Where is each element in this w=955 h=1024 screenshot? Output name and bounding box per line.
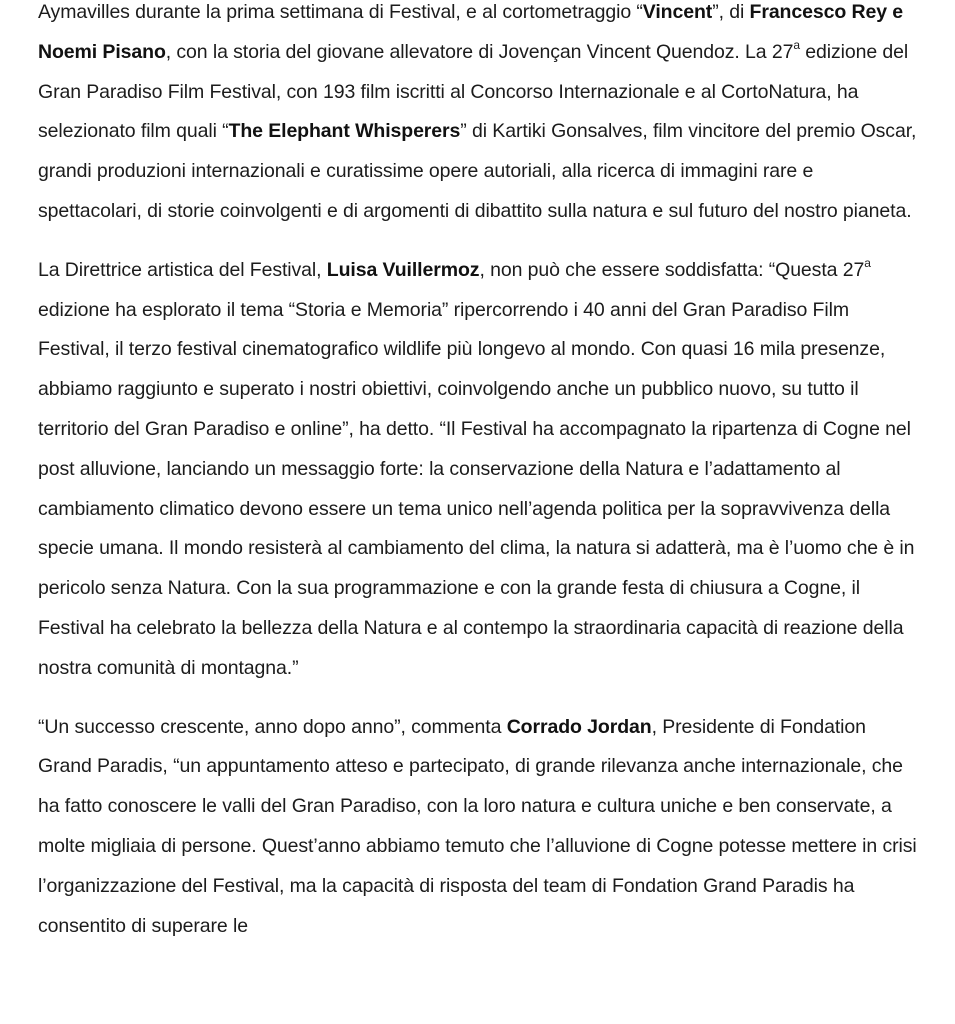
paragraph-festival-films — [38, 0, 918, 232]
text-segment: edizione ha esplorato il tema “Storia e Memoria” ripercorrendo i 40 anni del Gran Paradiso Film Festival, il terzo festival cinematografico wildlife più longevo al mondo. Con quasi 16 mila presenze, abbiamo raggiunto e superato i nostri obiettivi, coinvolgendo anche un pubblico nuovo, su tutto il territorio del Gran Paradiso e online”, ha detto. “Il Festival ha accompagnato la ripartenza di Cogne nel post alluvione, lanciando un messaggio forte: la conservazione della Natura e l’adattamento al cambiamento climatico devono essere un tema unico nell’agenda politica per la sopravvivenza della specie umana. Il mondo resisterà al cambiamento del clima, la natura si adatterà, ma è l’uomo che è in pericolo senza Natura. Con la sua programmazione e con la grande festa di chiusura a Cogne, il Festival ha celebrato la bellezza della Natura e al contempo la straordinaria capacità di reazione della nostra comunità di montagna.” — [38, 298, 915, 679]
text-segment: , con la storia del giovane allevatore di Jovençan Vincent Quendoz. La 27 — [165, 40, 794, 63]
ordinal-superscript: a — [864, 256, 871, 271]
text-segment: “Un successo crescente, anno dopo anno”, commenta — [38, 715, 507, 738]
film-title-elephant-whisperers: The Elephant Whisperers — [228, 120, 461, 143]
person-name-vuillermoz: Luisa Vuillermoz — [326, 258, 480, 281]
paragraph-president-quote — [38, 708, 918, 947]
text-segment: edizione del Gran Paradiso Film Festival, con 193 film iscritti al Concorso Internazionale e al CortoNatura, ha selezionato film quali “ — [38, 40, 909, 143]
ordinal-superscript: a — [793, 38, 800, 53]
person-name-jordan: Corrado Jordan — [506, 715, 652, 738]
text-segment: ”, di — [712, 1, 750, 23]
paragraph-director-quote — [38, 251, 918, 689]
article-body — [38, 0, 918, 965]
text-segment: La Direttrice artistica del Festival, — [38, 258, 327, 281]
film-title-vincent: Vincent — [642, 1, 713, 23]
text-segment: Aymavilles durante la prima settimana di Festival, e al cortometraggio “ — [38, 1, 643, 23]
directors-names: Francesco Rey e Noemi Pisano — [38, 1, 904, 63]
text-segment: , non può che essere soddisfatta: “Questa 27 — [479, 258, 865, 281]
text-segment: , Presidente di Fondation Grand Paradis, “un appuntamento atteso e partecipato, di grande rilevanza anche internazionale, che ha fatto conoscere le valli del Gran Paradiso, con la loro natura e cultura uniche e ben conservate, a molte migliaia di persone. Quest’anno abbiamo temuto che l’alluvione di Cogne potesse mettere in crisi l’organizzazione del Festival, ma la capacità di risposta del team di Fondation Grand Paradis ha consentito di superare le — [38, 715, 917, 937]
text-segment: ” di Kartiki Gonsalves, film vincitore del premio Oscar, grandi produzioni internazionali e curatissime opere autoriali, alla ricerca di immagini rare e spettacolari, di storie coinvolgenti e di argomenti di dibattito sulla natura e sul futuro del nostro pianeta. — [38, 120, 917, 222]
